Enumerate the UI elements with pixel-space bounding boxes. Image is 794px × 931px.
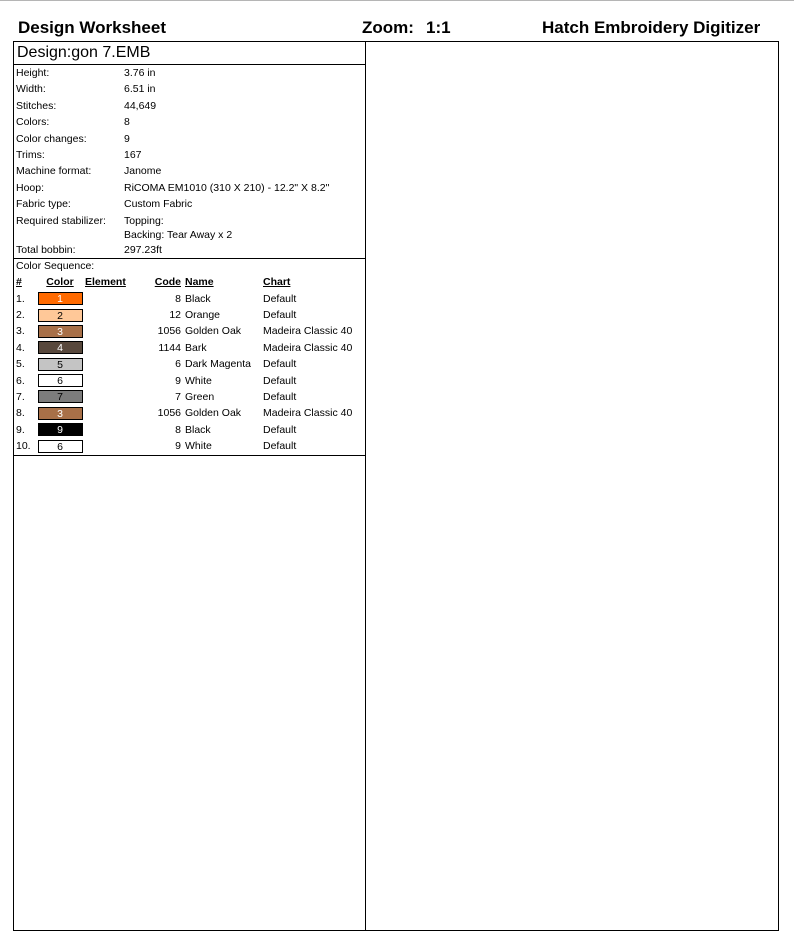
color-sequence-row [14, 405, 365, 421]
thread-code: 8 [175, 292, 181, 305]
info-label: Stitches: [16, 99, 57, 112]
info-row [14, 242, 365, 258]
info-row [14, 163, 365, 179]
color-cell [35, 341, 85, 354]
color-swatch: 5 [38, 358, 83, 371]
thread-chart: Default [263, 390, 297, 403]
color-swatch: 9 [38, 423, 83, 436]
info-value [124, 196, 365, 212]
info-row [14, 147, 365, 163]
header-name: Name [185, 276, 214, 289]
info-label: Fabric type: [16, 198, 71, 211]
info-label: Colors: [16, 116, 50, 129]
color-cell [35, 309, 85, 322]
color-swatch: 4 [38, 341, 83, 354]
color-sequence-rows [14, 290, 365, 454]
row-number: 3. [16, 325, 25, 338]
color-sequence-header [14, 274, 365, 290]
color-cell [35, 358, 85, 371]
info-value-line: Custom Fabric [124, 198, 193, 211]
color-cell [35, 423, 85, 436]
thread-code: 9 [175, 440, 181, 453]
row-number: 7. [16, 390, 25, 403]
thread-name: Black [185, 292, 211, 305]
color-swatch: 7 [38, 390, 83, 403]
info-value [124, 242, 365, 258]
info-value [124, 131, 365, 147]
thread-chart: Default [263, 309, 297, 322]
color-cell [35, 390, 85, 403]
info-label: Height: [16, 67, 50, 79]
info-label: Trims: [16, 149, 45, 162]
color-sequence-row [14, 356, 365, 372]
color-cell [35, 407, 85, 420]
color-cell [35, 374, 85, 387]
info-row [14, 196, 365, 212]
info-value [124, 65, 365, 81]
thread-code: 6 [175, 358, 181, 371]
info-value-line: Backing: Tear Away x 2 [124, 228, 233, 241]
thread-code: 9 [175, 374, 181, 387]
info-label: Required stabilizer: [16, 214, 106, 227]
color-cell [35, 292, 85, 305]
info-value [124, 147, 365, 163]
header-code: Code [154, 276, 181, 289]
color-sequence-section [14, 259, 365, 456]
info-value-line: Janome [124, 165, 162, 178]
thread-name: Golden Oak [185, 407, 242, 420]
info-value-line: RiCOMA EM1010 (310 X 210) - 12.2" X 8.2" [124, 181, 330, 194]
header-color: Color [46, 276, 74, 289]
info-value-line: 9 [124, 132, 130, 145]
color-swatch: 2 [38, 309, 83, 322]
app-name: Hatch Embroidery Digitizer [542, 18, 761, 37]
info-value [124, 114, 365, 130]
color-sequence-row [14, 422, 365, 438]
thread-name: White [185, 440, 212, 453]
header-chart: Chart [263, 276, 291, 289]
info-value-line: 6.51 in [124, 83, 156, 96]
thread-chart: Madeira Classic 40 [263, 325, 353, 338]
color-sequence-row [14, 389, 365, 405]
thread-code: 12 [169, 309, 181, 322]
info-label: Color changes: [16, 132, 87, 145]
design-info-table [14, 65, 365, 259]
row-number: 4. [16, 341, 25, 354]
row-number: 8. [16, 407, 25, 420]
info-value-line: Topping: [124, 214, 164, 227]
color-sequence-row [14, 438, 365, 454]
color-sequence-title: Color Sequence: [16, 260, 95, 273]
design-info-panel [14, 42, 365, 456]
color-swatch: 3 [38, 325, 83, 338]
thread-name: Golden Oak [185, 325, 242, 338]
thread-name: White [185, 374, 212, 387]
thread-code: 1056 [157, 325, 181, 338]
info-row [14, 180, 365, 196]
info-row [14, 131, 365, 147]
info-value [124, 81, 365, 97]
info-value [124, 180, 365, 196]
header-num: # [16, 276, 22, 289]
info-value-line: 3.76 in [124, 67, 156, 79]
zoom-value: 1:1 [426, 18, 451, 37]
thread-name: Bark [185, 341, 207, 354]
row-number: 1. [16, 292, 25, 305]
color-sequence-row [14, 323, 365, 339]
thread-chart: Madeira Classic 40 [263, 341, 353, 354]
info-value-line: 167 [124, 149, 142, 162]
info-label: Machine format: [16, 165, 92, 178]
info-value [124, 213, 365, 242]
worksheet-title: Design Worksheet [18, 18, 167, 37]
info-label: Total bobbin: [16, 243, 76, 256]
thread-code: 8 [175, 423, 181, 436]
row-number: 6. [16, 374, 25, 387]
row-number: 10. [16, 440, 31, 453]
info-row [14, 98, 365, 114]
row-number: 5. [16, 358, 25, 371]
info-label: Hoop: [16, 181, 45, 194]
color-swatch: 3 [38, 407, 83, 420]
thread-chart: Default [263, 374, 297, 387]
thread-chart: Default [263, 423, 297, 436]
color-sequence-row [14, 290, 365, 306]
color-sequence-row [14, 372, 365, 388]
color-swatch: 1 [38, 292, 83, 305]
thread-name: Black [185, 423, 211, 436]
info-value-line: 44,649 [124, 99, 157, 112]
info-row [14, 114, 365, 130]
thread-chart: Default [263, 440, 297, 453]
thread-chart: Madeira Classic 40 [263, 407, 353, 420]
thread-name: Green [185, 390, 215, 403]
info-row [14, 81, 365, 97]
thread-name: Dark Magenta [185, 358, 251, 371]
info-value [124, 163, 365, 179]
top-border [0, 0, 794, 1]
info-row [14, 65, 365, 81]
thread-chart: Default [263, 292, 297, 305]
info-value [124, 98, 365, 114]
info-row [14, 213, 365, 242]
color-cell [35, 325, 85, 338]
thread-code: 1056 [157, 407, 181, 420]
color-cell [35, 440, 85, 453]
row-number: 9. [16, 423, 25, 436]
row-number: 2. [16, 309, 25, 322]
thread-code: 1144 [158, 341, 181, 354]
thread-name: Orange [185, 309, 221, 322]
column-divider [365, 41, 366, 931]
color-sequence-row [14, 340, 365, 356]
color-swatch: 6 [38, 440, 83, 453]
color-sequence-row [14, 307, 365, 323]
thread-code: 7 [175, 390, 181, 403]
info-value-line: 8 [124, 116, 130, 129]
zoom-label: Zoom: [362, 18, 414, 37]
header-element: Element [85, 276, 126, 289]
thread-chart: Default [263, 358, 297, 371]
info-value-line: 297.23ft [124, 243, 162, 256]
info-label: Width: [16, 83, 46, 96]
design-name: Design:gon 7.EMB [14, 42, 365, 65]
color-swatch: 6 [38, 374, 83, 387]
